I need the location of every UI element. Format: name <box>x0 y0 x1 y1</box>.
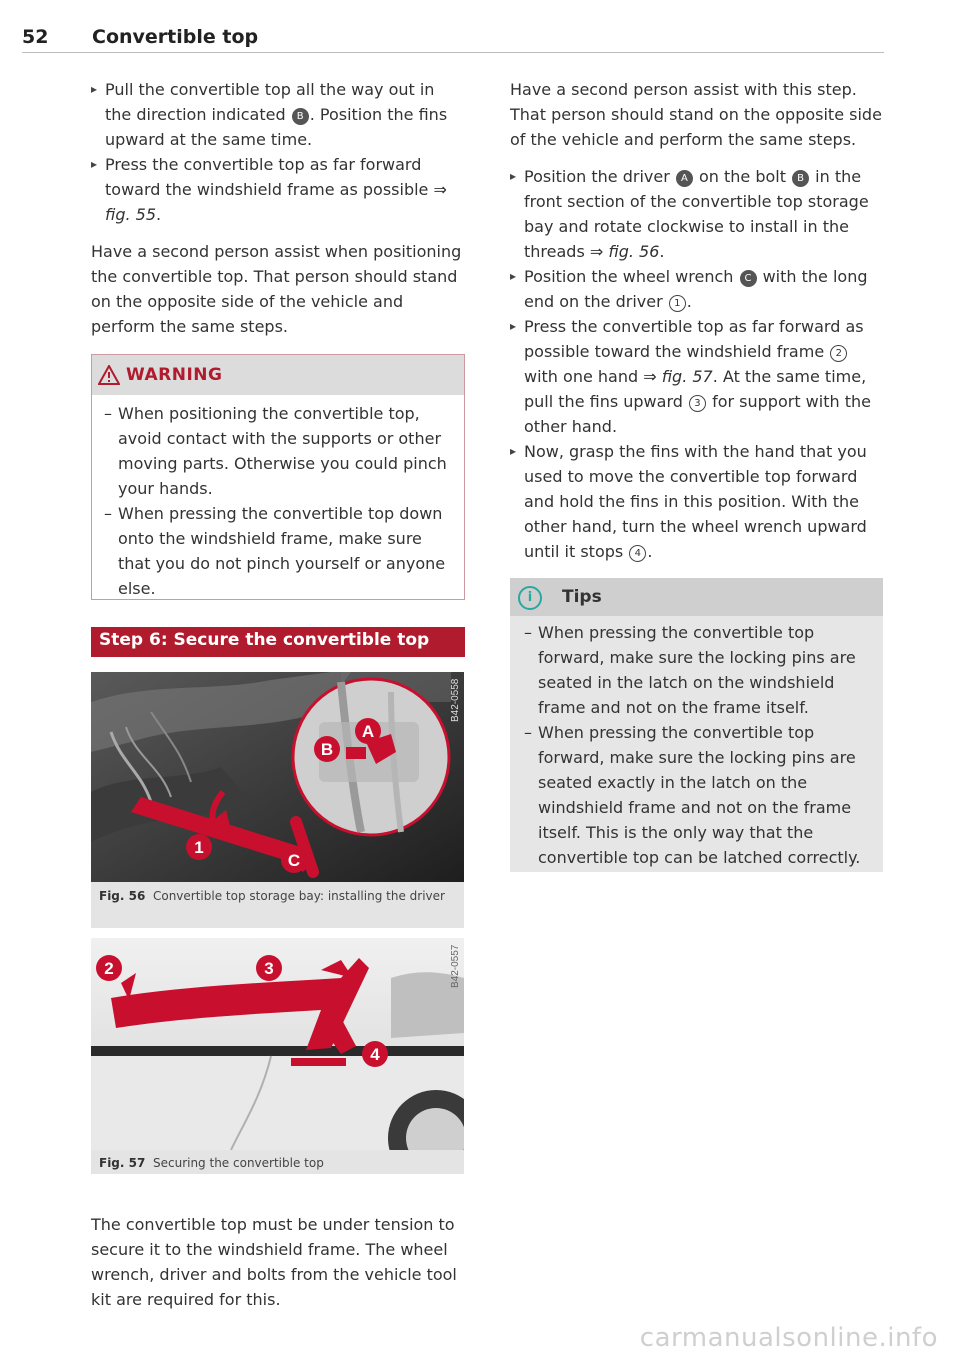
marker-1: 1 <box>669 295 686 312</box>
svg-text:2: 2 <box>104 959 114 978</box>
marker-4: 4 <box>629 545 646 562</box>
section-heading-bar <box>91 627 465 657</box>
instruction-step: ▸ Press the convertible top as far forward as possible toward the windshield frame 2 with one hand ⇒ fig. 57. At the same time, pull the fins upward 3 for support with the other hand. <box>510 314 882 439</box>
instruction-step: ▸ Press the convertible top as far forward toward the windshield frame as possible ⇒ fig. 55. <box>91 152 465 227</box>
svg-text:1: 1 <box>194 838 204 857</box>
warning-item: – When positioning the convertible top, avoid contact with the supports or other moving parts. Otherwise you could pinch your hands. <box>104 401 452 501</box>
marker-c: C <box>740 270 757 287</box>
marker-1-label <box>186 834 212 860</box>
marker-3: 3 <box>689 395 706 412</box>
left-column <box>91 77 465 339</box>
instruction-step: ▸ Position the wheel wrench C with the long end on the driver 1 . <box>510 264 882 314</box>
marker-4-label <box>362 1041 388 1067</box>
tip-item: – When pressing the convertible top forward, make sure the locking pins are seated exactly in the latch on the windshield frame and not on the frame itself. This is the only way that the convertible top can be latched correctly. <box>524 720 869 870</box>
instruction-step: ▸ Now, grasp the fins with the hand that you used to move the convertible top forward and hold the fins in this position. With the other hand, turn the wheel wrench upward until it stops 4 . <box>510 439 882 564</box>
page-number: 52 <box>22 26 49 48</box>
svg-text:A: A <box>361 722 375 741</box>
svg-text:C: C <box>287 851 301 870</box>
figure-reference-link[interactable]: ⇒ fig. 55 <box>105 180 447 224</box>
warning-header <box>92 355 464 395</box>
paragraph: Have a second person assist when positioning the convertible top. That person should stand on the opposite side of the vehicle and perform the same steps. <box>91 242 462 336</box>
marker-2-label <box>96 955 122 981</box>
marker-b: B <box>292 108 309 125</box>
right-column <box>510 77 882 564</box>
warning-title: WARNING <box>126 365 223 385</box>
warning-triangle-icon <box>98 365 120 385</box>
svg-text:B: B <box>320 740 334 759</box>
tip-item: – When pressing the convertible top forward, make sure the locking pins are seated in the latch on the windshield frame and not on the frame itself. <box>524 620 869 720</box>
figure-57 <box>91 938 464 1174</box>
tips-title: Tips <box>562 587 602 607</box>
figure-56 <box>91 672 464 928</box>
page-title: Convertible top <box>92 26 259 48</box>
warning-body <box>92 395 464 601</box>
svg-text:4: 4 <box>370 1045 380 1064</box>
figure-56-illustration <box>91 672 464 882</box>
figure-reference-link[interactable]: ⇒ fig. 57 <box>643 367 713 386</box>
warning-box <box>91 354 465 600</box>
section-title: Step 6: Secure the convertible top <box>99 630 430 650</box>
figure-caption: Fig. 57 Securing the convertible top <box>99 1156 324 1170</box>
marker-c-label <box>281 847 307 873</box>
figure-57-illustration <box>91 938 464 1150</box>
figure-code: B42-0558 <box>450 678 461 722</box>
figure-reference-link[interactable]: ⇒ fig. 56 <box>589 242 660 261</box>
tips-body <box>510 616 883 870</box>
tips-box <box>510 578 883 872</box>
marker-b: B <box>792 170 809 187</box>
paragraph: The convertible top must be under tension to secure it to the windshield frame. The wheel wrench, driver and bolts from the vehicle tool kit are required for this. <box>91 1215 457 1309</box>
paragraph: Have a second person assist with this step. That person should stand on the opposite side of the vehicle and perform the same steps. <box>510 80 882 149</box>
watermark: carmanualsonline.info <box>639 1323 938 1353</box>
info-icon: i <box>518 586 542 610</box>
marker-b-label <box>314 736 340 762</box>
marker-a-label <box>355 718 381 744</box>
figure-code: B42-0557 <box>450 944 461 988</box>
svg-text:3: 3 <box>264 959 274 978</box>
instruction-step: ▸ Pull the convertible top all the way out in the direction indicated B . Position the fins upward at the same time. <box>91 77 465 152</box>
figure-caption: Fig. 56 Convertible top storage bay: installing the driver <box>99 889 445 903</box>
marker-2: 2 <box>830 345 847 362</box>
marker-3-label <box>256 955 282 981</box>
page-header <box>22 22 884 53</box>
instruction-step: ▸ Position the driver A on the bolt B in the front section of the convertible top storage bay and rotate clockwise to install in the threads ⇒ fig. 56. <box>510 164 882 264</box>
warning-item: – When pressing the convertible top down onto the windshield frame, make sure that you do not pinch yourself or anyone else. <box>104 501 452 601</box>
tips-header <box>510 578 883 616</box>
marker-a: A <box>676 170 693 187</box>
